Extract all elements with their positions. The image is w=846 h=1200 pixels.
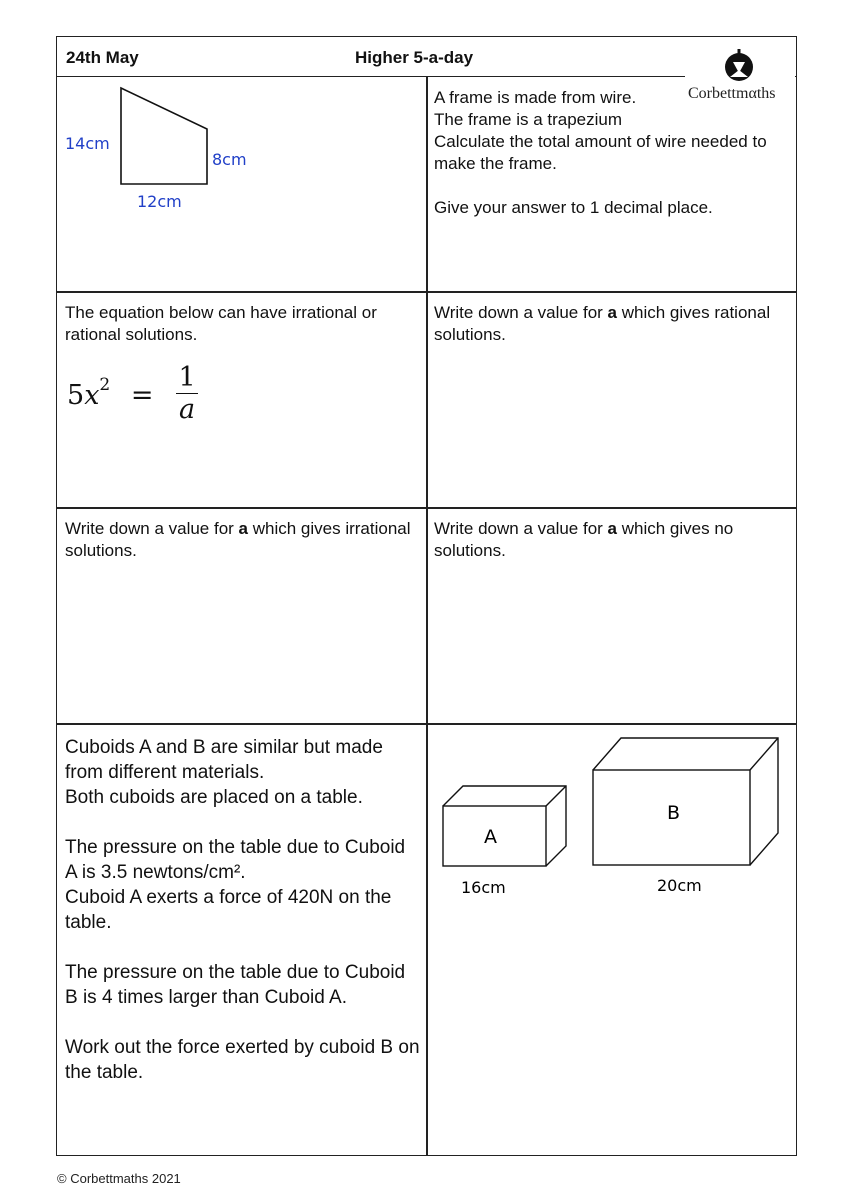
equation-coefficient: 5 <box>67 380 85 411</box>
text-line: The equation below can have irrational or rational solutions. <box>65 303 377 344</box>
text-part: Write down a value for <box>434 519 608 538</box>
cuboid-b-length: 20cm <box>657 876 702 895</box>
footer-text: Corbettmaths 2021 <box>70 1171 181 1186</box>
equation-exponent: 2 <box>99 375 111 395</box>
trapezium-shape <box>121 88 207 184</box>
question-1-text <box>434 87 684 131</box>
variable-a: a <box>238 519 249 538</box>
text-part: Write down a value for <box>65 519 239 538</box>
fraction <box>176 363 198 426</box>
text-line: Both cuboids are placed on a table. <box>65 787 363 808</box>
equation-variable: x <box>84 380 100 411</box>
worksheet <box>56 36 797 1156</box>
text-part: Write down a value for <box>434 303 608 322</box>
question-2-text <box>65 302 420 346</box>
question-6-text <box>65 735 420 1085</box>
side-label-bottom: 12cm <box>137 192 182 211</box>
numerator: 1 <box>178 362 196 393</box>
text-line: Cuboids A and B are similar but made from different materials. <box>65 737 383 783</box>
equals-sign: = <box>130 380 154 411</box>
text-line: The pressure on the table due to Cuboid A is 3.5 newtons/cm². <box>65 837 406 883</box>
row-divider <box>57 291 796 293</box>
question-5-text <box>434 518 789 562</box>
cuboid-a-label: A <box>484 826 497 848</box>
cuboid-b-label: B <box>667 802 681 824</box>
text-line: Calculate the total amount of wire needed to make the frame. <box>434 132 767 173</box>
brand-name: Corbettmαths <box>688 85 776 102</box>
corbettmaths-logo <box>685 47 795 119</box>
question-4-text <box>65 518 420 562</box>
trapezium-diagram <box>57 77 426 291</box>
footer <box>57 1171 181 1186</box>
side-label-left: 14cm <box>65 134 110 153</box>
cuboids-diagram <box>427 725 795 975</box>
question-1-instructions <box>434 131 789 219</box>
row-divider <box>57 507 796 509</box>
text-line: Work out the force exerted by cuboid B on the table. <box>65 1037 420 1083</box>
text-line: Give your answer to 1 decimal place. <box>434 198 713 217</box>
text-part: which gives no solutions. <box>434 519 734 560</box>
text-line: The frame is a trapezium <box>434 110 623 129</box>
text-part: which gives irrational solutions. <box>65 519 411 560</box>
text-line: The pressure on the table due to Cuboid B is 4 times larger than Cuboid A. <box>65 962 406 1008</box>
column-divider <box>426 77 428 1155</box>
worksheet-title: Higher 5-a-day <box>355 48 474 67</box>
logo-mark-icon <box>722 49 756 83</box>
variable-a: a <box>607 303 618 322</box>
date-label: 24th May <box>66 48 139 67</box>
text-line: A frame is made from wire. <box>434 88 637 107</box>
copyright-icon: © <box>57 1171 67 1186</box>
cuboid-b <box>593 738 778 865</box>
cuboid-a-length: 16cm <box>461 878 506 897</box>
denominator: a <box>179 394 196 425</box>
cuboid-a <box>443 786 566 866</box>
equation <box>67 362 198 428</box>
question-3-text <box>434 302 789 346</box>
text-part: which gives rational solutions. <box>434 303 771 344</box>
side-label-right: 8cm <box>212 150 247 169</box>
variable-a: a <box>607 519 618 538</box>
text-line: Cuboid A exerts a force of 420N on the table. <box>65 887 392 933</box>
